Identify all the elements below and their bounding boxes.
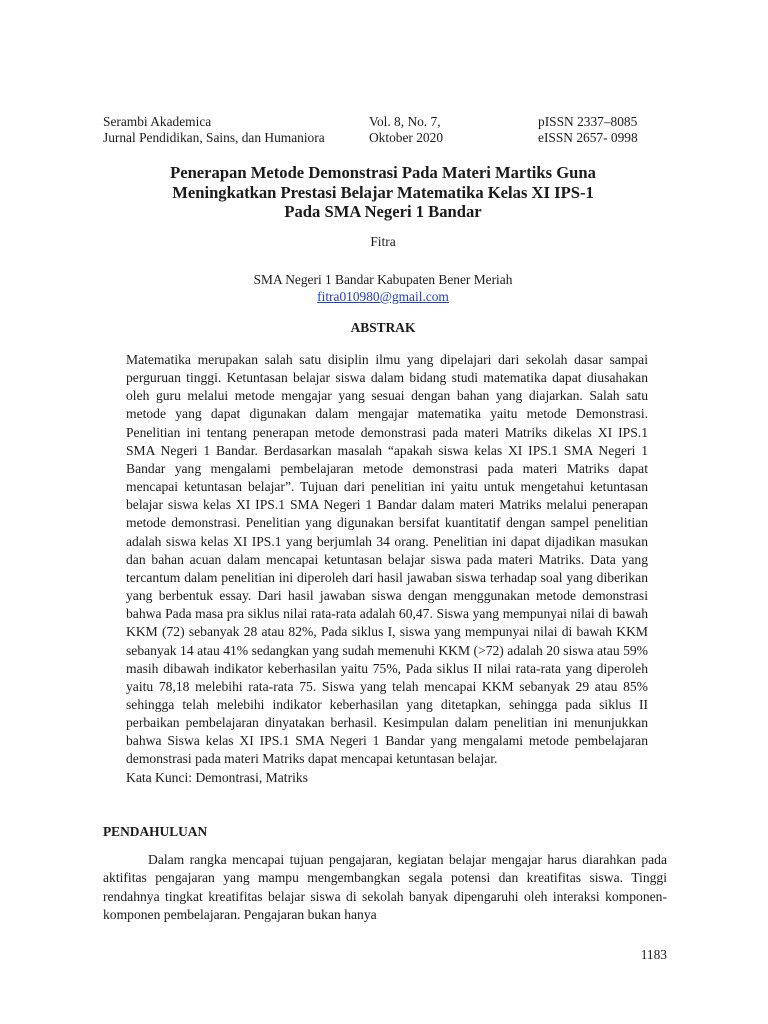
- issn-info: [538, 114, 638, 146]
- issue-info: [369, 114, 443, 146]
- keywords: Kata Kunci: Demontrasi, Matriks: [126, 769, 308, 785]
- title-line-2: Meningkatkan Prestasi Belajar Matematika Kelas XI IPS-1: [172, 182, 594, 202]
- abstract-block: [126, 351, 648, 787]
- section-heading: PENDAHULUAN: [103, 824, 208, 839]
- author-name: Fitra: [370, 234, 396, 249]
- affiliation: SMA Negeri 1 Bandar Kabupaten Bener Meriah: [253, 272, 513, 287]
- intro-paragraph: Dalam rangka mencapai tujuan pengajaran, kegiatan belajar mengajar harus diarahkan pada aktifitas pengajaran yang mampu mengembangkan segala potensi dan kreatifitas siswa. Tinggi rendahnya tingkat kreatifitas belajar siswa di sekolah banyak dipengaruhi oleh interaksi komponen-komponen pembelajaran. Pengajaran bukan hanya: [103, 852, 667, 922]
- introduction-block: [103, 851, 667, 924]
- abstract-text: Matematika merupakan salah satu disiplin ilmu yang dipelajari dari sekolah dasar sampai perguruan tinggi. Ketuntasan belajar siswa dalam bidang studi matematika dapat diusahakan oleh guru melalui metode mengajar yang sesuai dengan bahan yang diajarkan. Salah satu metode yang dapat digunakan dalam mengajar matematika yaitu metode Demonstrasi. Penelitian ini tentang penerapan metode demonstrasi pada materi Matriks dikelas XI IPS.1 SMA Negeri 1 Bandar. Berdasarkan masalah “apakah siswa kelas XI IPS.1 SMA Negeri 1 Bandar yang mengalami pembelajaran metode demonstrasi pada materi Matriks dapat mencapai ketuntasan belajar”. Tujuan dari penelitian ini yaitu untuk mengetahui ketuntasan belajar siswa kelas XI IPS.1 SMA Negeri 1 Bandar dalam materi Matriks melalui penerapan metode demonstrasi. Penelitian yang digunakan bersifat kuantitatif dengan sampel penelitian adalah siswa kelas XI IPS.1 yang berjumlah 34 orang. Penelitian ini dapat dijadikan masukan dan bahan acuan dalam mencapai ketuntasan belajar siswa pada materi Matriks. Data yang tercantum dalam penelitian ini diperoleh dari hasil jawaban siswa terhadap soal yang diberikan yang berbentuk essay. Dari hasil jawaban siswa dengan menggunakan metode demonstrasi bahwa Pada masa pra siklus nilai rata-rata adalah 60,47. Siswa yang mempunyai nilai di bawah KKM (72) sebanyak 28 atau 82%, Pada siklus I, siswa yang mempunyai nilai di bawah KKM sebanyak 14 atau 41% sedangkan yang sudah memenuhi KKM (>72) adalah 20 siswa atau 59% masih dibawah indikator keberhasilan yaitu 75%, Pada siklus II nilai rata-rata yang diperoleh yaitu 78,18 melebihi rata-rata 75. Siswa yang telah mencapai KKM sebanyak 29 atau 85% sehingga telah melebihi indikator keberhasilan yang ditetapkan, sehingga pada siklus II perbaikan pembelajaran dinyatakan berhasil. Kesimpulan dalam penelitian ini menunjukkan bahwa Siswa kelas XI IPS.1 SMA Negeri 1 Bandar yang mengalami metode pembelajaran demonstrasi pada materi Matriks dapat mencapai ketuntasan belajar.: [126, 352, 648, 767]
- page-number: 1183: [640, 947, 667, 962]
- volume-number: Vol. 8, No. 7,: [369, 114, 441, 129]
- title-line-1: Penerapan Metode Demonstrasi Pada Materi Martiks Guna: [170, 163, 596, 182]
- paper-title: [100, 163, 666, 222]
- abstract-heading: ABSTRAK: [350, 320, 416, 335]
- author-affiliation-block: [100, 271, 666, 305]
- title-line-3: Pada SMA Negeri 1 Bandar: [284, 202, 482, 221]
- issue-date: Oktober 2020: [369, 130, 444, 145]
- eissn: eISSN 2657- 0998: [538, 130, 638, 145]
- journal-info: [103, 114, 325, 146]
- email-link[interactable]: fitra010980@gmail.com: [317, 289, 449, 304]
- journal-name: Serambi Akademica: [103, 114, 212, 129]
- journal-subtitle: Jurnal Pendidikan, Sains, dan Humaniora: [103, 130, 325, 145]
- pissn: pISSN 2337–8085: [538, 114, 638, 129]
